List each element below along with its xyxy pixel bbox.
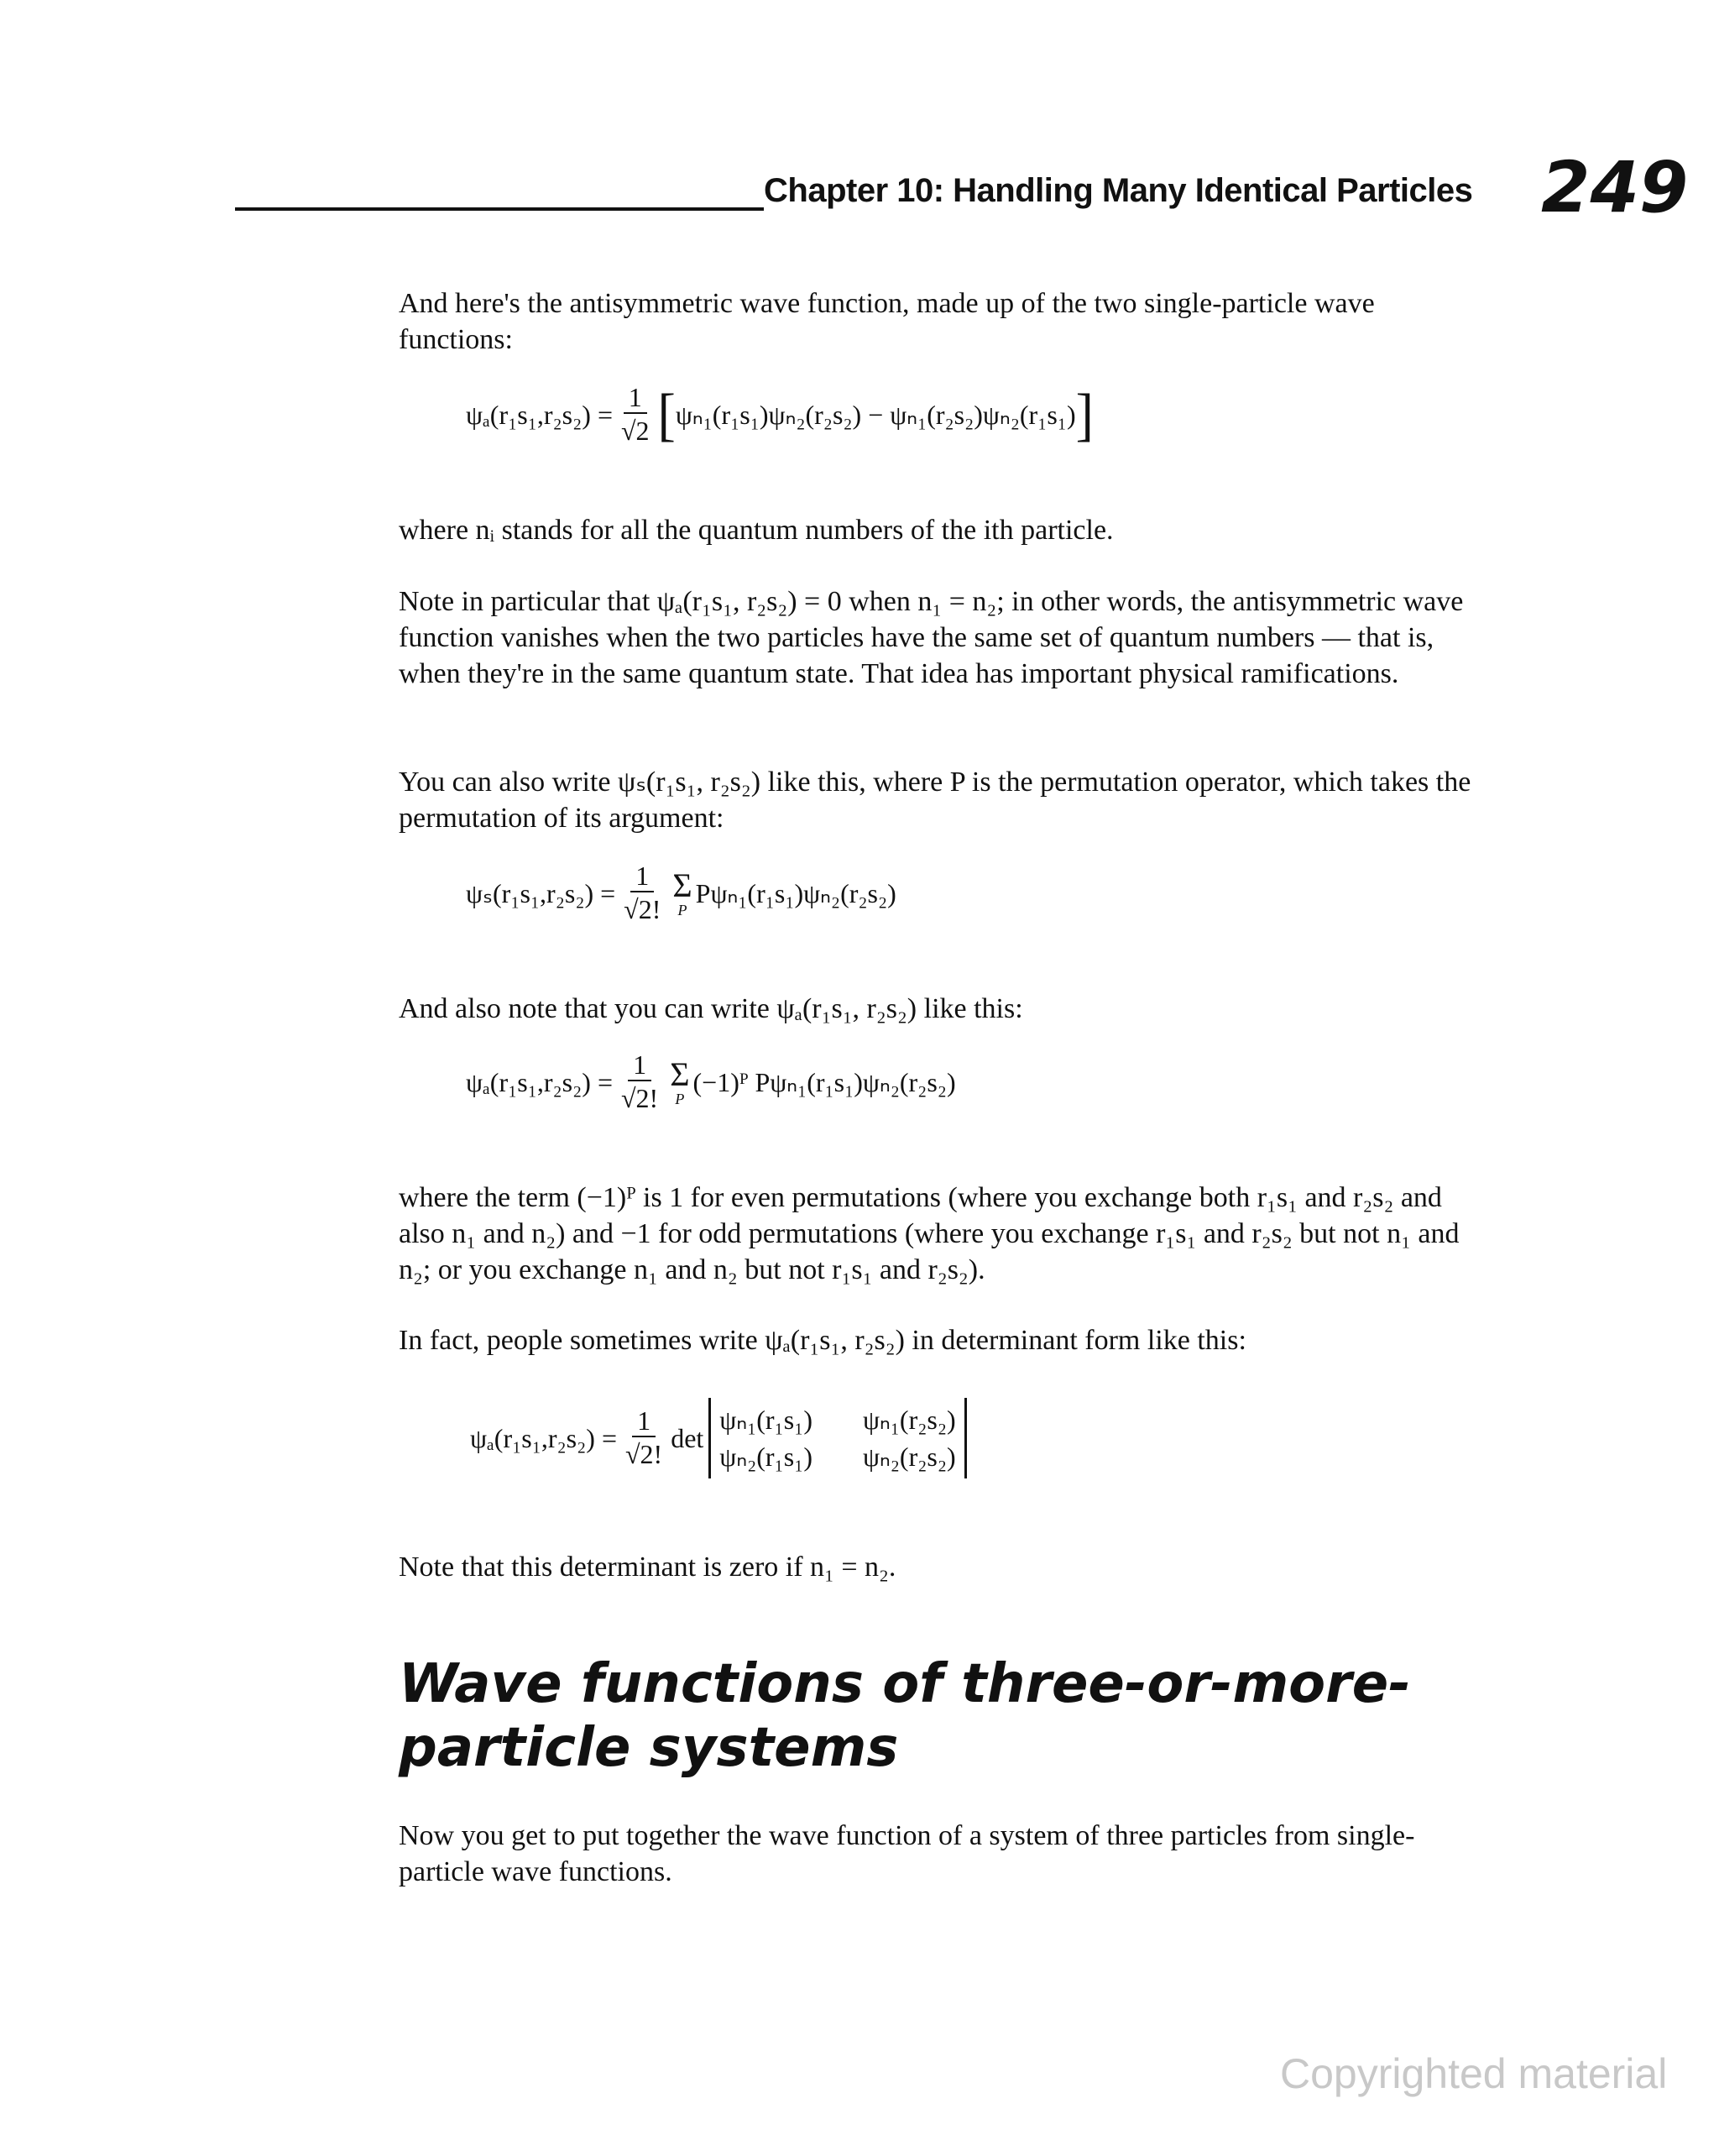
equation-symmetric-sum bbox=[466, 861, 896, 926]
matrix-cell: ψₙ₂(r₁s₁) bbox=[719, 1442, 812, 1472]
section-heading: Wave functions of three-or-more-particle systems bbox=[399, 1653, 1411, 1779]
left-bracket: [ bbox=[657, 381, 676, 447]
fraction bbox=[618, 382, 653, 447]
paragraph: where nᵢ stands for all the quantum numbers of the ith particle. bbox=[399, 515, 1114, 546]
paragraph: Note in particular that ψₐ(r₁s₁, r₂s₂) = 0 when n₁ = n₂; in other words, the antisymmetric wave function vanishes when the two particles have the same set of quantum numbers — that is, when they're in the same quantum state. That idea has important physical ramifications. bbox=[399, 586, 1464, 689]
summation-index: P bbox=[675, 1091, 685, 1107]
fraction-numerator: 1 bbox=[628, 1049, 651, 1081]
summation bbox=[672, 866, 692, 918]
equation-lhs: ψₛ(r₁s₁,r₂s₂) = bbox=[466, 878, 616, 908]
header-rule bbox=[235, 207, 764, 211]
paragraph: You can also write ψₛ(r₁s₁, r₂s₂) like this, where P is the permutation operator, which takes the permutation of its argument: bbox=[399, 767, 1471, 834]
copyright-watermark: Copyrighted material bbox=[1280, 2050, 1668, 2097]
fraction-denominator: √2! bbox=[624, 894, 661, 924]
equation-lhs: ψₐ(r₁s₁,r₂s₂) = bbox=[466, 1067, 613, 1097]
fraction-numerator: 1 bbox=[624, 382, 647, 414]
sigma-symbol: Σ bbox=[672, 866, 692, 904]
summation bbox=[670, 1055, 690, 1107]
paragraph: And also note that you can write ψₐ(r₁s₁, r₂s₂) like this: bbox=[399, 993, 1023, 1024]
matrix-cell: ψₙ₁(r₁s₁) bbox=[719, 1405, 812, 1435]
fraction-numerator: 1 bbox=[632, 1405, 656, 1437]
equation-body: ψₙ₁(r₁s₁)ψₙ₂(r₂s₂) − ψₙ₁(r₂s₂)ψₙ₂(r₁s₁) bbox=[675, 400, 1076, 430]
paragraph: In fact, people sometimes write ψₐ(r₁s₁, r₂s₂) in determinant form like this: bbox=[399, 1325, 1246, 1356]
fraction-denominator: √2! bbox=[620, 1083, 659, 1113]
det-label: det bbox=[671, 1423, 704, 1453]
fraction bbox=[620, 861, 664, 926]
page-number: 249 bbox=[1541, 146, 1689, 228]
summation-index: P bbox=[677, 902, 687, 918]
fraction bbox=[622, 1405, 666, 1471]
sigma-symbol: Σ bbox=[670, 1055, 690, 1093]
equation-body: Pψₙ₁(r₁s₁)ψₙ₂(r₂s₂) bbox=[695, 878, 896, 908]
paragraph: where the term (−1)ᴾ is 1 for even permutations (where you exchange both r₁s₁ and r₂s₂ and also n₁ and n₂) and −1 for odd permutations (where you exchange r₁s₁ and r₂s₂ but not n₁ and n₂; or you exchange n₁ and n₂ but not r₁s₁ and r₂s₂). bbox=[399, 1182, 1460, 1285]
equation-body: (−1)ᴾ Pψₙ₁(r₁s₁)ψₙ₂(r₂s₂) bbox=[692, 1067, 956, 1097]
chapter-title: Chapter 10: Handling Many Identical Particles bbox=[764, 172, 1473, 209]
right-bracket: ] bbox=[1075, 381, 1094, 447]
equation-lhs: ψₐ(r₁s₁,r₂s₂) = bbox=[466, 400, 613, 430]
equation-antisymmetric-sum bbox=[466, 1049, 956, 1115]
paragraph: Note that this determinant is zero if n₁ = n₂. bbox=[399, 1552, 896, 1583]
paragraph: Now you get to put together the wave function of a system of three particles from single-particle wave functions. bbox=[399, 1820, 1415, 1887]
matrix-cell: ψₙ₁(r₂s₂) bbox=[862, 1405, 956, 1435]
fraction bbox=[618, 1049, 661, 1115]
matrix-cell: ψₙ₂(r₂s₂) bbox=[862, 1442, 956, 1472]
fraction-numerator: 1 bbox=[630, 861, 654, 892]
determinant-matrix bbox=[708, 1398, 966, 1478]
equation-antisymmetric bbox=[466, 382, 1094, 447]
equation-lhs: ψₐ(r₁s₁,r₂s₂) = bbox=[470, 1423, 617, 1453]
equation-determinant bbox=[470, 1398, 967, 1478]
paragraph: And here's the antisymmetric wave function, made up of the two single-particle wave functions: bbox=[399, 288, 1375, 355]
fraction-denominator: √2! bbox=[624, 1439, 663, 1469]
fraction-denominator: √2 bbox=[620, 416, 650, 446]
